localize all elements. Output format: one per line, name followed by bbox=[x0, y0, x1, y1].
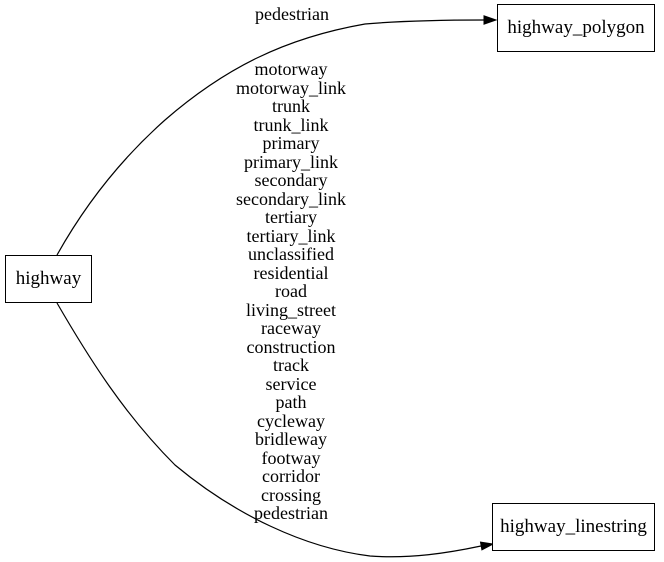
edge-label-line: unclassified bbox=[248, 244, 334, 264]
node-highway bbox=[5, 255, 92, 303]
edge-label-line: residential bbox=[253, 262, 329, 283]
edge-label-line: crossing bbox=[261, 484, 321, 505]
edge-label-line: secondary_link bbox=[236, 188, 346, 209]
edge-label-line: pedestrian bbox=[254, 503, 328, 523]
edge-label-line: construction bbox=[246, 336, 336, 357]
edge-label-line: tertiary bbox=[265, 207, 317, 227]
edge-label-line: service bbox=[265, 373, 317, 394]
edge-label-line: raceway bbox=[261, 318, 321, 338]
edge-label-line: cycleway bbox=[257, 410, 325, 431]
node-highway-polygon-label: highway_polygon bbox=[507, 17, 645, 38]
node-highway-polygon bbox=[497, 4, 655, 52]
edge-label-line: motorway_link bbox=[236, 77, 346, 98]
node-highway-linestring bbox=[492, 503, 655, 551]
arrowhead-polygon-edge-icon bbox=[484, 16, 496, 24]
edge-label-line: trunk bbox=[272, 96, 310, 116]
edge-label-line: path bbox=[275, 392, 307, 412]
edge-label-line: footway bbox=[261, 447, 321, 468]
edge-label-line: road bbox=[275, 281, 307, 301]
edge-label-line: primary_link bbox=[244, 151, 338, 172]
edge-label-line: trunk_link bbox=[253, 114, 329, 135]
edge-label-line: bridleway bbox=[255, 429, 327, 449]
edge-label-line: tertiary_link bbox=[246, 225, 336, 246]
edge-label-line: living_street bbox=[246, 299, 336, 320]
edge-label-line: motorway bbox=[254, 59, 328, 79]
edge-label-line: secondary bbox=[254, 170, 328, 190]
edge-label-list-linestring bbox=[191, 60, 391, 523]
edge-label-line: corridor bbox=[262, 466, 320, 486]
edge-label-line: track bbox=[273, 355, 309, 375]
edge-label-pedestrian: pedestrian bbox=[255, 4, 329, 24]
node-highway-linestring-label: highway_linestring bbox=[500, 516, 647, 537]
edge-label-line: primary bbox=[262, 133, 320, 153]
node-highway-label: highway bbox=[15, 268, 82, 289]
